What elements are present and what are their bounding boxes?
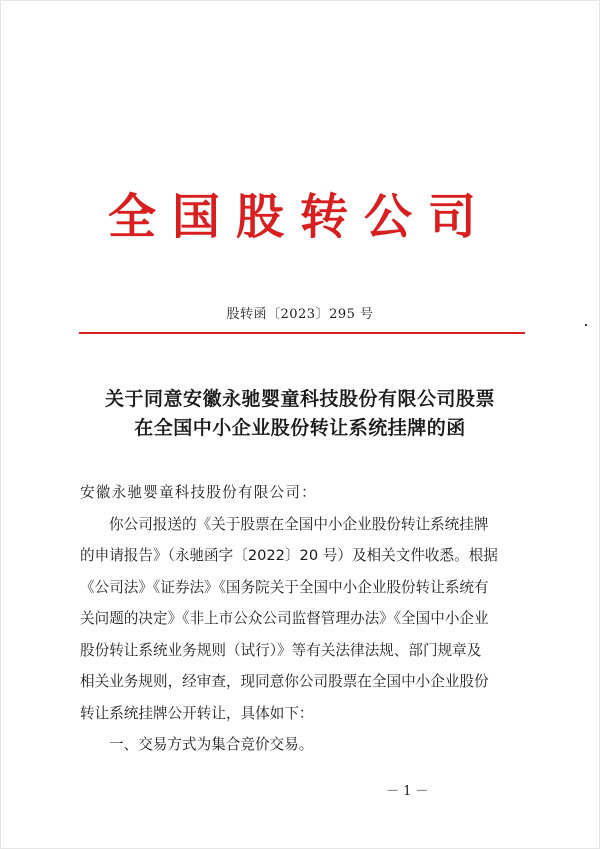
- title-line-1: 关于同意安徽永驰婴童科技股份有限公司股票: [104, 388, 495, 410]
- title-line-2: 在全国中小企业股份转让系统挂牌的函: [134, 417, 466, 439]
- salutation: 安徽永驰婴童科技股份有限公司：: [80, 484, 317, 501]
- document-title: [41, 385, 559, 443]
- paragraph-line: 你公司报送的《关于股票在全国中小企业股份转让系统挂牌: [109, 515, 489, 533]
- margin-mark: [585, 324, 587, 326]
- list-item-1: 一、交易方式为集合竞价交易。: [109, 736, 314, 753]
- paragraph-line: 的申请报告》（永驰函字〔2022〕20 号）及相关文件收悉。根据: [80, 547, 498, 564]
- page-number: － 1 －: [386, 784, 429, 799]
- paragraph-line: 《公司法》《证券法》《国务院关于全国中小企业股份转让系统有: [80, 578, 489, 596]
- red-divider-line: [79, 332, 525, 334]
- paragraph-line: 股份转让系统业务规则（试行）》等有关法律法规、部门规章及: [80, 641, 482, 659]
- letter-body: [80, 477, 530, 761]
- paragraph-line: 关问题的决定》《非上市公众公司监督管理办法》《全国中小企业: [80, 610, 489, 627]
- issuer-masthead: 全国股转公司: [107, 189, 492, 245]
- document-number: 股转函〔2023〕295 号: [226, 307, 374, 322]
- paragraph-line: 转让系统挂牌公开转让，具体如下：: [80, 704, 314, 722]
- paragraph-line: 相关业务规则，经审查，现同意你公司股票在全国中小企业股份: [80, 673, 489, 690]
